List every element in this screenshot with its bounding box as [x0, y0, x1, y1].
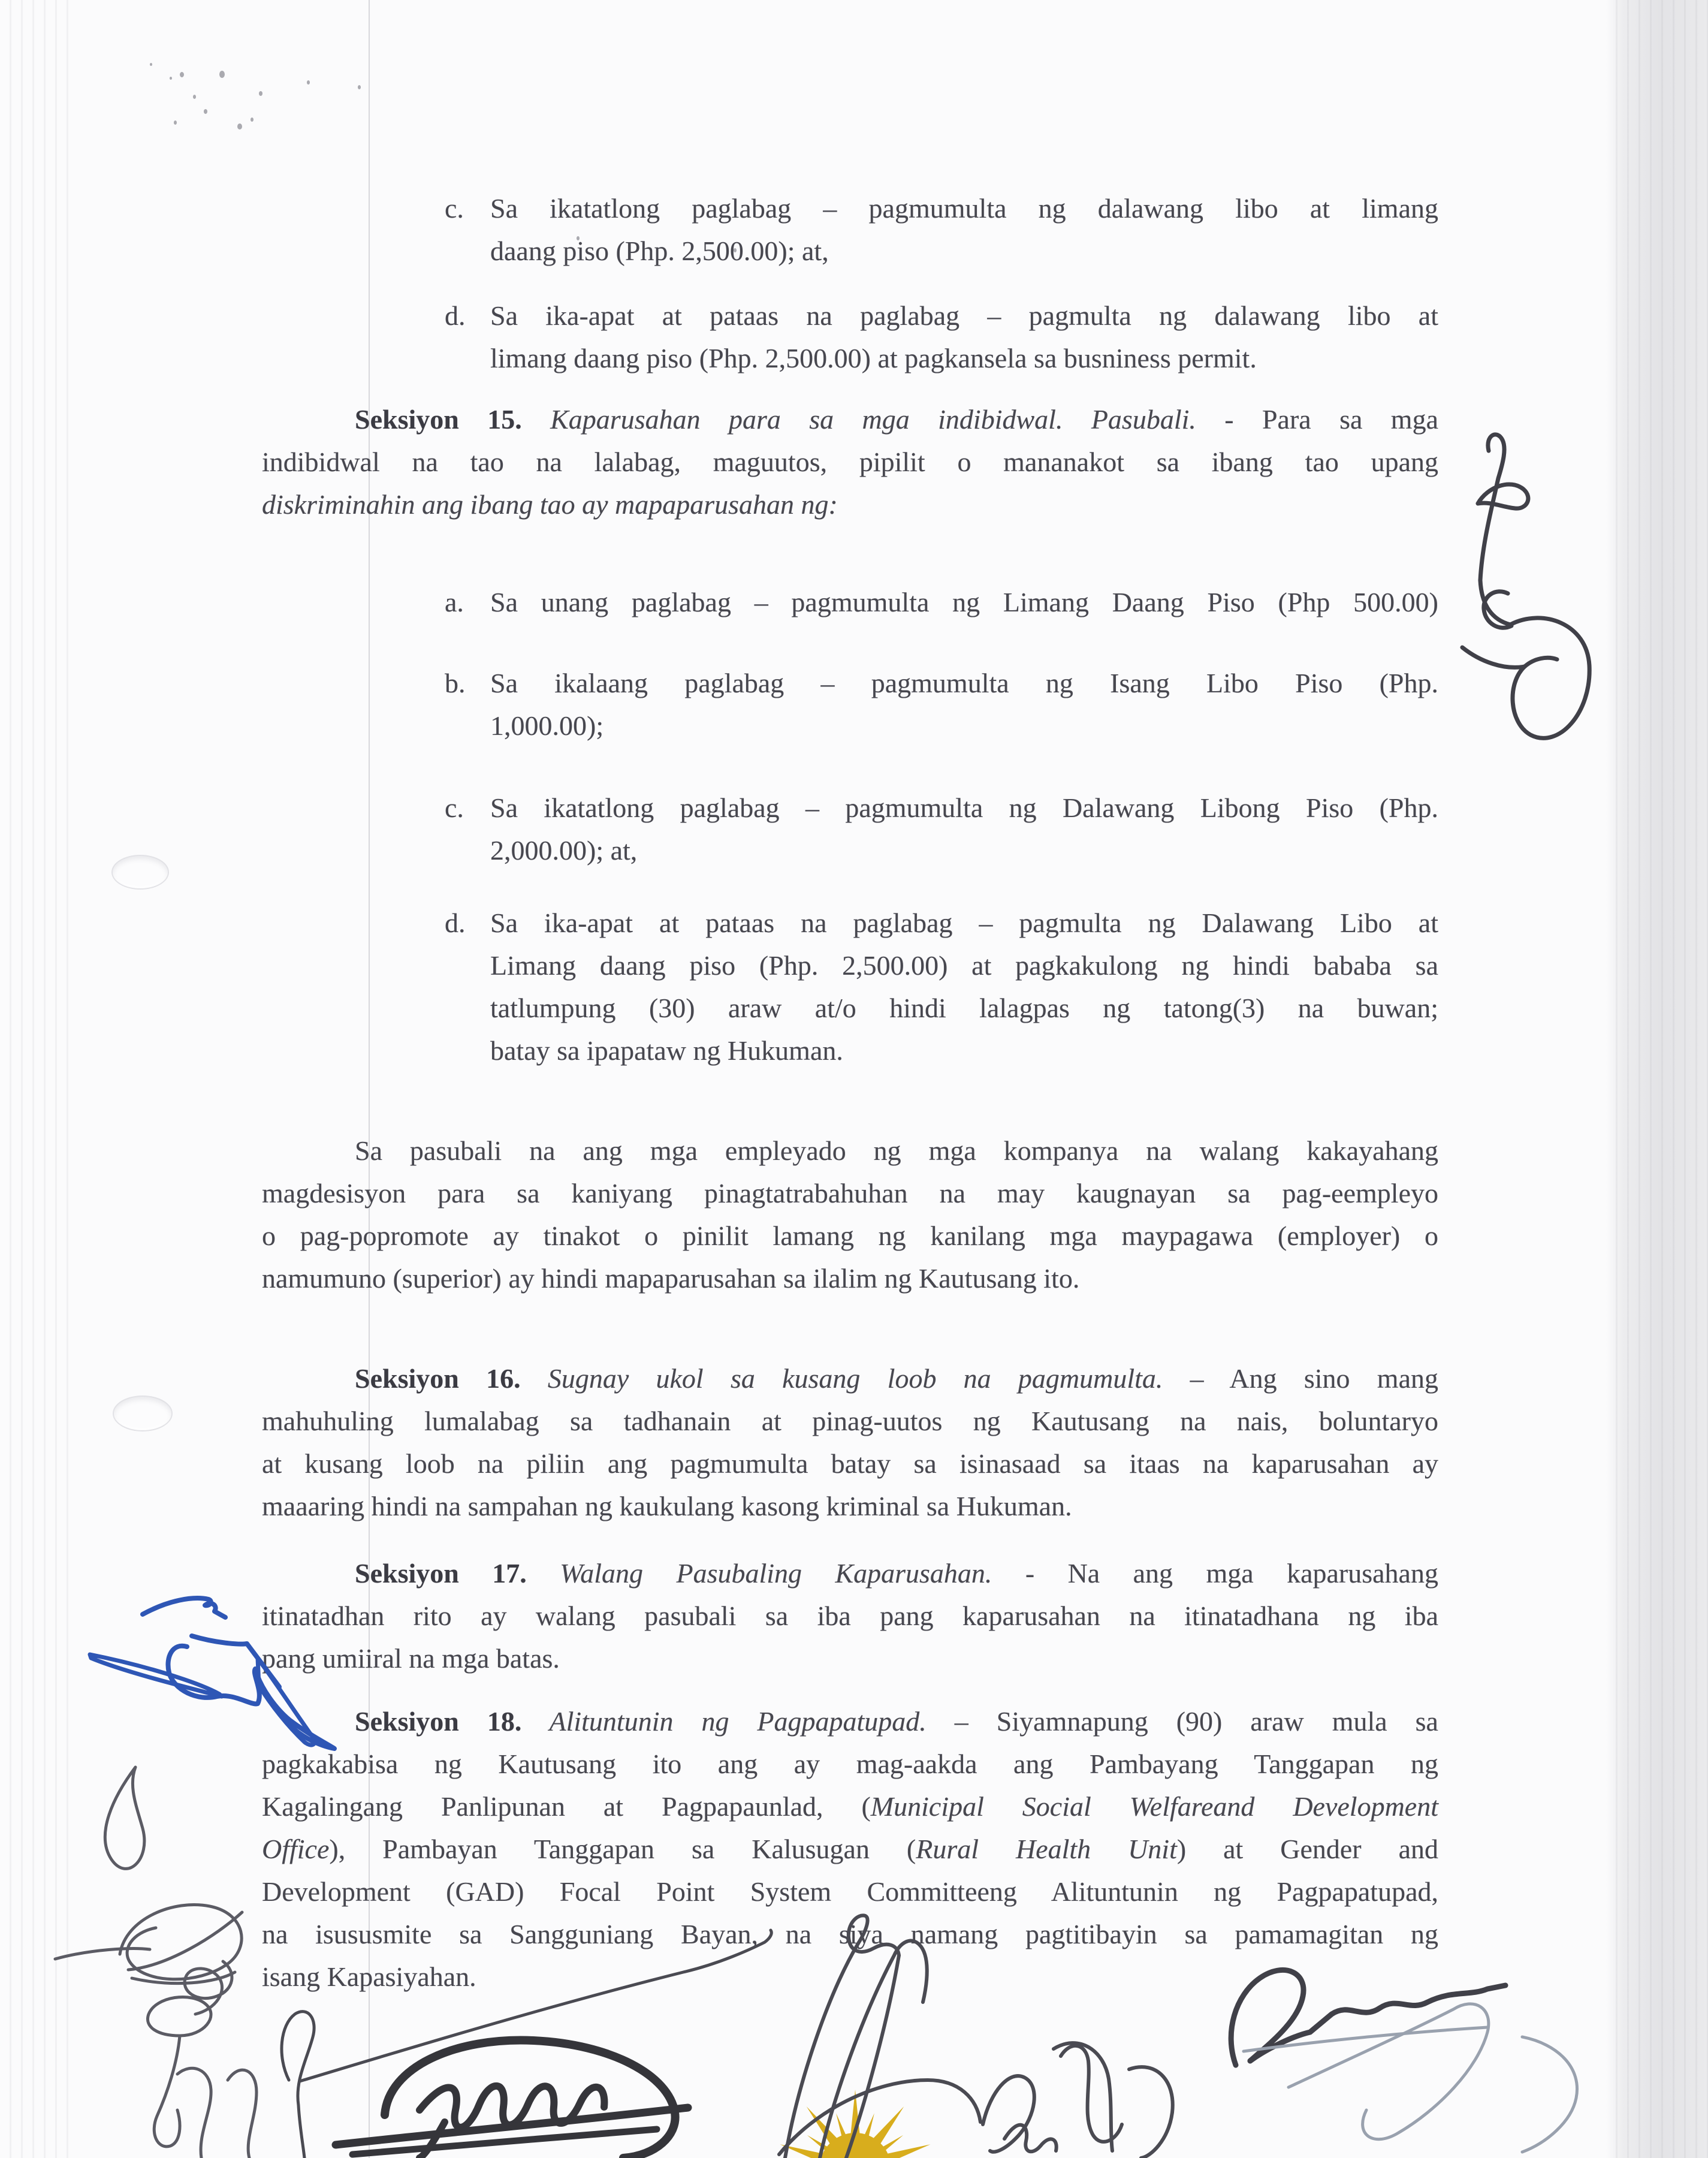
- list-marker: c.: [445, 792, 464, 823]
- text-line: Seksiyon 17. Walang Pasubaling Kaparusahan. - Na ang mga kaparusahang: [355, 1558, 1438, 1589]
- text-line: Sa ikalaang paglabag – pagmumulta ng Isang Libo Piso (Php.: [490, 668, 1438, 698]
- text-line: Seksiyon 18. Alituntunin ng Pagpapatupad. – Siyamnapung (90) araw mula sa: [355, 1706, 1438, 1737]
- signature-right-margin: [1462, 435, 1589, 738]
- dust-speck: [237, 123, 242, 129]
- text-line: magdesisyon para sa kaniyang pinagtatrabahuhan na may kaugnayan sa pag-eempleyo: [262, 1178, 1438, 1208]
- text-line: o pag-popromote ay tinakot o pinilit lamang ng kanilang mga maypagawa (employer) o: [262, 1220, 1438, 1251]
- dust-speck: [204, 109, 207, 114]
- text-line: indibidwal na tao na lalabag, maguutos, pipilit o mananakot sa ibang tao upang: [262, 447, 1438, 477]
- dust-speck: [150, 63, 152, 66]
- text-line: tatlumpung (30) araw at/o hindi lalagpas ng tatong(3) na buwan;: [490, 993, 1438, 1023]
- text-line: batay sa ipapataw ng Hukuman.: [490, 1035, 843, 1066]
- text-line: Kagalingang Panlipunan at Pagpapaunlad, (Municipal Social Welfareand Development: [262, 1791, 1439, 1822]
- list-marker: c.: [445, 193, 464, 224]
- scan-right-edge-band: [1606, 0, 1708, 2158]
- dust-speck: [307, 80, 310, 85]
- text-line: pang umiiral na mga batas.: [262, 1643, 560, 1674]
- list-marker: a.: [445, 587, 464, 617]
- dust-speck: [219, 71, 225, 78]
- text-line: Development (GAD) Focal Point System Committeeng Alituntunin ng Pagpapatupad,: [262, 1876, 1438, 1907]
- text-line: Sa ika-apat at pataas na paglabag – pagmulta ng dalawang libo at: [490, 300, 1438, 331]
- sun-ray: [864, 2113, 874, 2138]
- text-line: maaaring hindi na sampahan ng kaukulang kasong kriminal sa Hukuman.: [262, 1491, 1072, 1521]
- text-line: Seksiyon 15. Kaparusahan para sa mga indibidwal. Pasubali. - Para sa mga: [355, 404, 1438, 435]
- sun-ray: [872, 2106, 904, 2145]
- text-line: pagkakabisa ng Kautusang ito ang ay mag-aakda ang Pambayang Tanggapan ng: [262, 1749, 1438, 1779]
- sun-ray: [885, 2144, 930, 2158]
- text-line: at kusang loob na piliin ang pagmumulta batay sa isinasaad sa itaas na kaparusahan ay: [262, 1448, 1438, 1479]
- text-line: daang piso (Php. 2,500.00); at,: [490, 236, 829, 266]
- text-line: Office), Pambayan Tanggapan sa Kalusugan (Rural Health Unit) at Gender and: [262, 1834, 1438, 1864]
- sun-disc: [819, 2133, 891, 2158]
- text-line: Limang daang piso (Php. 2,500.00) at pagkakulong ng hindi bababa sa: [490, 950, 1438, 981]
- text-line: Sa ika-apat at pataas na paglabag – pagmulta ng Dalawang Libo at: [490, 908, 1438, 938]
- text-line: itinatadhan rito ay walang pasubali sa iba pang kaparusahan na itinatadhana ng iba: [262, 1601, 1438, 1631]
- text-line: namumuno (superior) ay hindi mapaparusahan sa ilalim ng Kautusang ito.: [262, 1263, 1080, 1294]
- text-line: na isususmite sa Sangguniang Bayan, na siya namang pagtitibayin sa pamamagitan ng: [262, 1919, 1438, 1949]
- scan-left-edge-band: [0, 0, 73, 2158]
- text-line: isang Kapasiyahan.: [262, 1961, 476, 1992]
- text-line: Seksiyon 16. Sugnay ukol sa kusang loob na pagmumulta. – Ang sino mang: [355, 1363, 1438, 1394]
- list-marker: d.: [445, 908, 466, 938]
- text-line: Sa ikatatlong paglabag – pagmumulta ng Dalawang Libong Piso (Php.: [490, 792, 1438, 823]
- sun-ray: [850, 2090, 860, 2136]
- punch-hole: [113, 856, 168, 888]
- dust-speck: [358, 85, 361, 89]
- signature-bottom-right-silver: [1244, 2004, 1577, 2152]
- sun-ray: [780, 2144, 825, 2158]
- dust-speck: [251, 117, 254, 122]
- signature-bottom-right-dark: [1231, 1970, 1505, 2065]
- philippine-sun-emblem: [780, 2090, 931, 2158]
- text-line: diskriminahin ang ibang tao ay mapaparusahan ng:: [262, 489, 838, 520]
- sun-ray: [807, 2135, 829, 2151]
- dust-speck: [193, 95, 196, 99]
- text-line: Sa unang paglabag – pagmumulta ng Limang Daang Piso (Php 500.00): [490, 587, 1438, 617]
- punch-hole: [114, 1397, 171, 1430]
- signature-marker: [336, 2041, 688, 2158]
- list-marker: b.: [445, 668, 466, 698]
- text-line: mahuhuling lumalabag sa tadhanain at pinag-uutos ng Kautusang na nais, boluntaryo: [262, 1406, 1438, 1436]
- sun-ray: [836, 2113, 846, 2138]
- dust-speck: [174, 120, 177, 125]
- signature-pencil: [55, 1767, 256, 2158]
- sun-ray: [807, 2106, 838, 2145]
- text-line: limang daang piso (Php. 2,500.00) at pagkansela sa busniness permit.: [490, 343, 1257, 373]
- text-line: 1,000.00);: [490, 710, 604, 741]
- dust-speck: [170, 77, 172, 80]
- scan-streaks: [1606, 0, 1708, 2158]
- scan-streaks: [0, 0, 73, 2158]
- sun-ray: [882, 2135, 904, 2151]
- text-line: Sa ikatatlong paglabag – pagmumulta ng dalawang libo at limang: [490, 193, 1438, 224]
- dust-speck: [259, 91, 262, 96]
- text-line: 2,000.00); at,: [490, 835, 638, 866]
- list-marker: d.: [445, 300, 466, 331]
- dust-speck: [180, 72, 184, 77]
- text-line: Sa pasubali na ang mga empleyado ng mga kompanya na walang kakayahang: [355, 1135, 1438, 1166]
